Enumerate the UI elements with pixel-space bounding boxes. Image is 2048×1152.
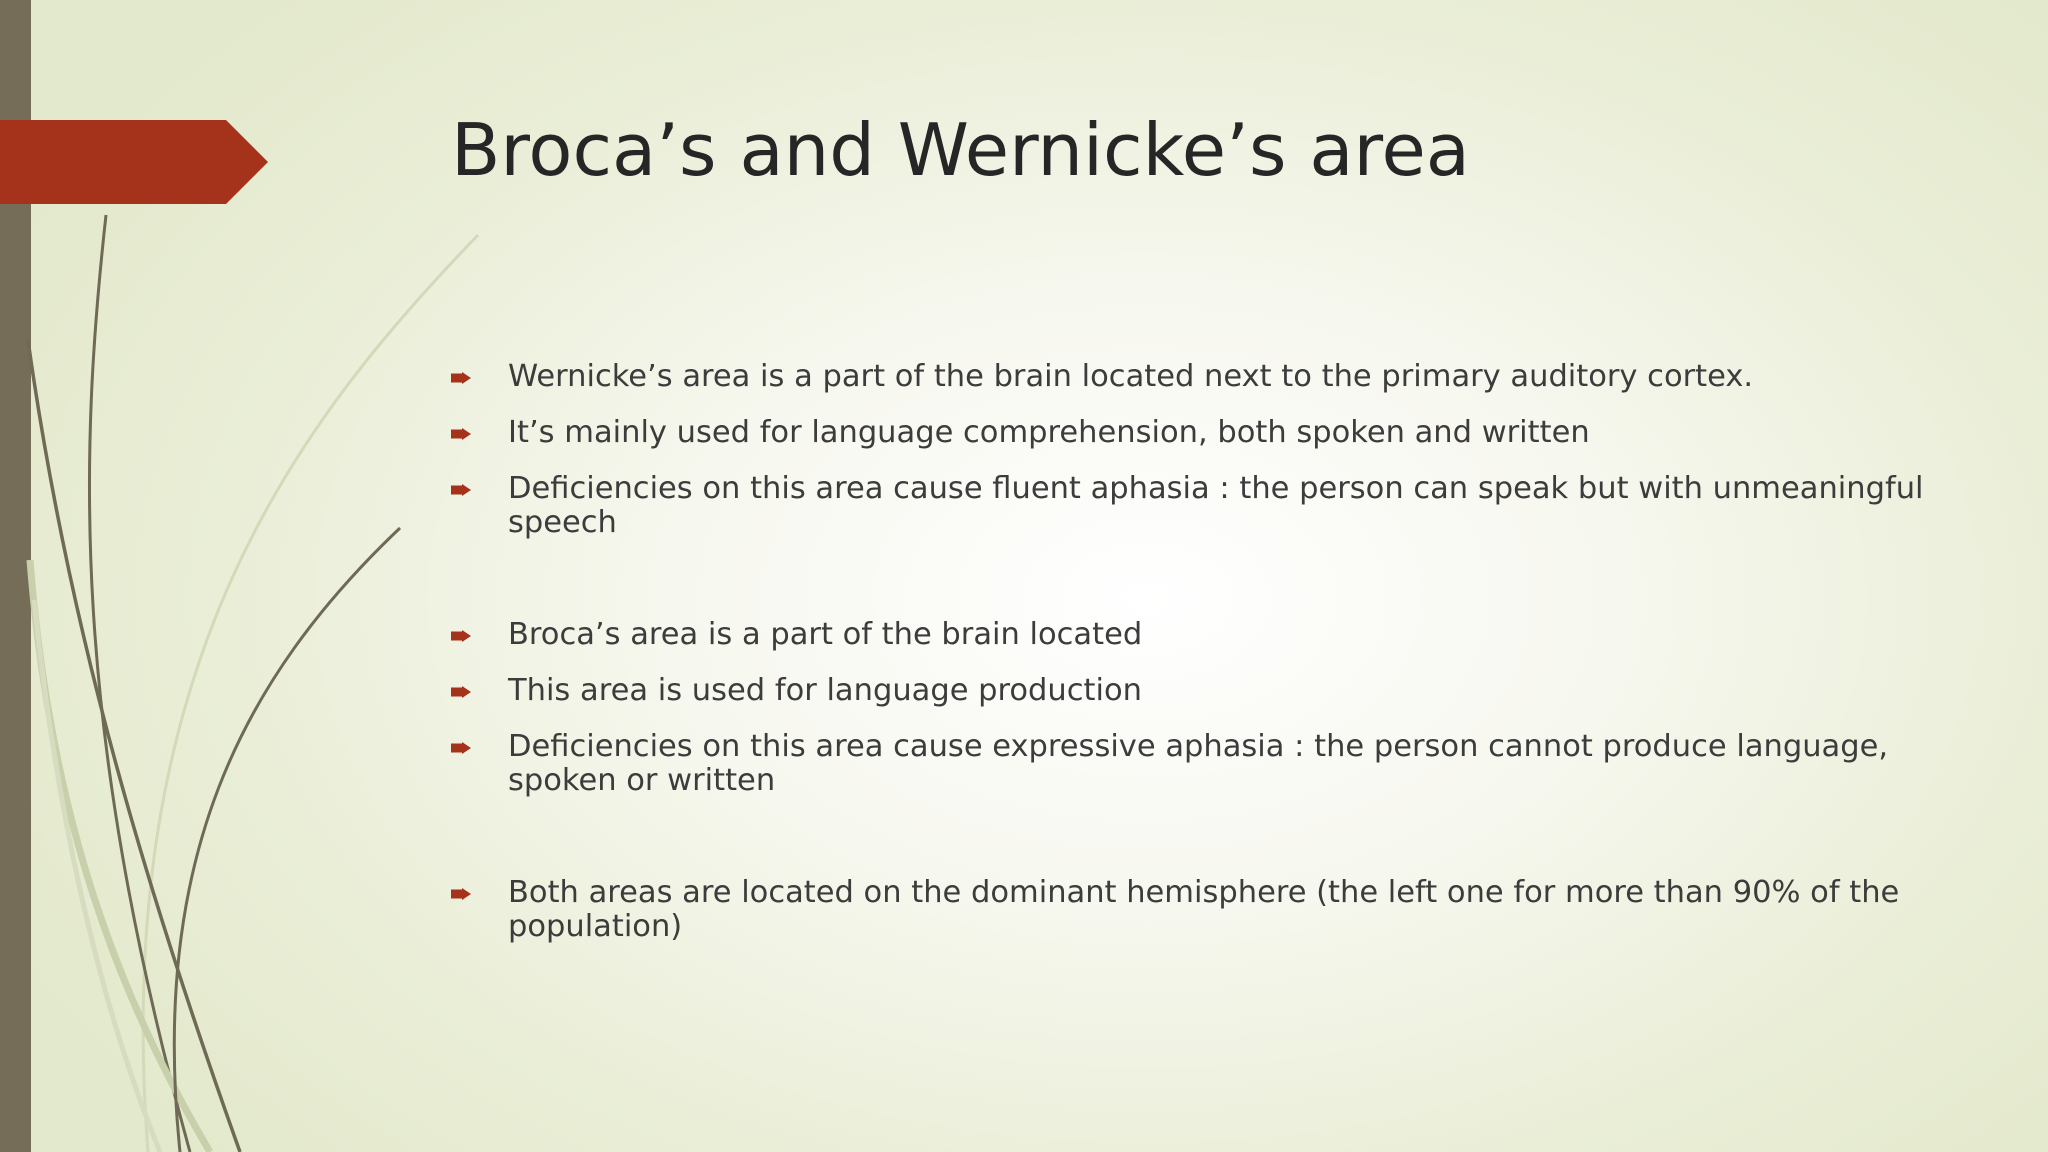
bullet-text: Broca’s area is a part of the brain located xyxy=(508,617,1143,652)
slide-title: Broca’s and Wernicke’s area xyxy=(451,108,1470,192)
bullet-item xyxy=(451,472,1941,540)
arrow-bullet-icon xyxy=(451,630,471,642)
bullet-item xyxy=(451,876,1941,944)
bullet-text: Deficiencies on this area cause fluent aphasia : the person can speak but with unmeaningful speech xyxy=(508,471,1924,540)
title-accent-arrow xyxy=(0,120,268,204)
bullet-text: It’s mainly used for language comprehension, both spoken and written xyxy=(508,415,1590,450)
arrow-bullet-icon xyxy=(451,888,471,900)
bullet-text: Both areas are located on the dominant hemisphere (the left one for more than 90% of the population) xyxy=(508,875,1900,944)
arrow-bullet-icon xyxy=(451,484,471,496)
bullet-text: This area is used for language production xyxy=(508,673,1142,708)
arrow-bullet-icon xyxy=(451,686,471,698)
bullet-item xyxy=(451,674,1941,708)
bullet-item xyxy=(451,360,1941,394)
bullet-item xyxy=(451,618,1941,652)
bullet-text: Wernicke’s area is a part of the brain located next to the primary auditory cortex. xyxy=(508,359,1754,394)
bullet-item xyxy=(451,416,1941,450)
bullet-list xyxy=(451,360,1941,966)
bullet-text: Deficiencies on this area cause expressive aphasia : the person cannot produce language, spoken or written xyxy=(508,729,1889,798)
arrow-bullet-icon xyxy=(451,428,471,440)
arrow-bullet-icon xyxy=(451,742,471,754)
arrow-bullet-icon xyxy=(451,372,471,384)
bullet-item xyxy=(451,730,1941,798)
